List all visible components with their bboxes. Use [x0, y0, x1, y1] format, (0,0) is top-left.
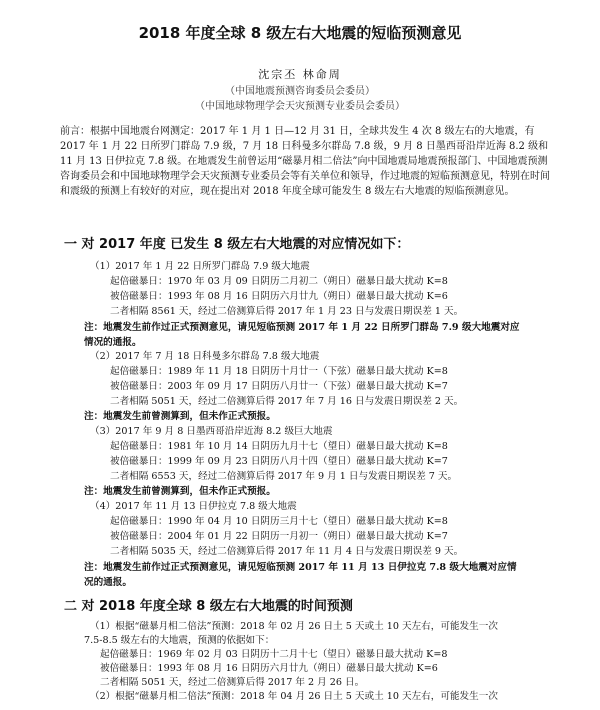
event-note: 注：地震发生前曾测算到，但未作正式预报。 — [84, 411, 276, 422]
event-note: 注：地震发生前作过正式预测意见，请见短临预测 2017 年 11 月 13 日伊拉克 7.8 级大地震对应情况的通报。 — [84, 562, 517, 588]
prediction-interval: 二者相隔 5051 天，经过二倍测算后得 2017 年 2 月 26 日。 — [100, 677, 365, 688]
event-end-day: 被倍磁暴日：2003 年 09 月 17 日阴历八月廿一（下弦）磁暴日最大扰动 K=7 — [110, 381, 448, 392]
prediction-start-day: 起倍磁暴日：1969 年 02 月 03 日阴历十二月十七（望日）磁暴日最大扰动 K=8 — [100, 649, 448, 660]
prediction-end-day: 被倍磁暴日：1993 年 08 月 16 日阴历六月廿九（朔日）磁暴日最大扰动 K=6 — [100, 663, 438, 674]
event-end-day: 被倍磁暴日：2004 年 01 月 22 日阴历一月初一（朔日）磁暴日最大扰动 K=7 — [110, 531, 448, 542]
prediction-line-1: （1）根据“磁暴月相二倍法”预测：2018 年 02 月 26 日土 5 天或土 10 天左右，可能发生一次 — [90, 621, 498, 632]
event-start-day: 起倍磁暴日：1989 年 11 月 18 日阴历十月廿一（下弦）磁暴日最大扰动 K=8 — [110, 366, 448, 377]
affiliation-2: （中国地球物理学会天灾预测专业委员会委员） — [195, 101, 405, 112]
preface-paragraph: 前言：根据中国地震台网测定：2017 年 1 月 1 日—12 月 31 日，全球共发生 4 次 8 级左右的大地震，有 2017 年 1 月 22 日所罗门群岛 7.9 级，7 月 18 日科曼多尔群岛 7.8 级，9 月 8 日墨西哥沿岸近海 8.2 级和 11 月 13 日伊拉克 7.8 级。在地震发生前曾运用“磁暴月相二倍法”向中国地震局地震预报部门、中国地震预测咨询委员会和中国地球物理学会天灾预测专业委员会等有关单位和领导，作过地震的短临预测意见，特别在时间和震级的预测上有较好的对应，现在提出对 2018 年度全球可能发生 8 级左右大地震的短临预测意见。 — [60, 126, 550, 197]
prediction-line-2: 7.5-8.5 级左右的大地震，预测的依据如下： — [84, 635, 275, 646]
affiliation-1: （中国地震预测咨询委员会委员） — [225, 86, 375, 97]
authors: 沈宗丕 林命周 — [258, 68, 342, 81]
event-title: （3）2017 年 9 月 8 日墨西哥沿岸近海 8.2 级巨大地震 — [90, 426, 333, 437]
event-title: （2）2017 年 7 月 18 日科曼多尔群岛 7.8 级大地震 — [90, 351, 320, 362]
event-start-day: 起倍磁暴日：1990 年 04 月 10 日阴历三月十七（望日）磁暴日最大扰动 K=8 — [110, 516, 448, 527]
prediction-line-1: （2）根据“磁暴月相二倍法”预测：2018 年 04 月 26 日土 5 天或土 10 天左右，可能发生一次 — [90, 691, 498, 702]
event-title: （4）2017 年 11 月 13 日伊拉克 7.8 级大地震 — [90, 501, 297, 512]
event-interval: 二者相隔 6553 天，经过二倍测算后得 2017 年 9 月 1 日与发震日期误差 7 天。 — [110, 471, 458, 482]
event-end-day: 被倍磁暴日：1993 年 08 月 16 日阴历六月廿九（朔日）磁暴日最大扰动 K=6 — [110, 291, 448, 302]
event-interval: 二者相隔 5051 天，经过二倍测算后得 2017 年 7 月 16 日与发震日期误差 2 天。 — [110, 396, 464, 407]
event-title: （1）2017 年 1 月 22 日所罗门群岛 7.9 级大地震 — [90, 261, 310, 272]
event-start-day: 起倍磁暴日：1981 年 10 月 14 日阴历九月十七（望日）磁暴日最大扰动 K=8 — [110, 441, 448, 452]
section-2-heading: 二 对 2018 年度全球 8 级左右大地震的时间预测 — [64, 599, 353, 614]
event-interval: 二者相隔 8561 天，经过二倍测算后得 2017 年 1 月 23 日与发震日期误差 1 天。 — [110, 306, 464, 317]
event-note: 注：地震发生前作过正式预测意见，请见短临预测 2017 年 1 月 22 日所罗门群岛 7.9 级大地震对应情况的通报。 — [84, 322, 520, 348]
event-interval: 二者相隔 5035 天，经过二倍测算后得 2017 年 11 月 4 日与发震日期误差 9 天。 — [110, 546, 464, 557]
event-end-day: 被倍磁暴日：1999 年 09 月 23 日阴历八月十四（望日）磁暴日最大扰动 K=7 — [110, 456, 448, 467]
document-title: 2018 年度全球 8 级左右大地震的短临预测意见 — [138, 24, 462, 42]
event-start-day: 起倍磁暴日：1970 年 03 月 09 日阴历二月初二（朔日）磁暴日最大扰动 K=8 — [110, 276, 448, 287]
event-note: 注：地震发生前曾测算到，但未作正式预报。 — [84, 486, 276, 497]
section-1-heading: 一 对 2017 年度 已发生 8 级左右大地震的对应情况如下： — [64, 237, 410, 252]
